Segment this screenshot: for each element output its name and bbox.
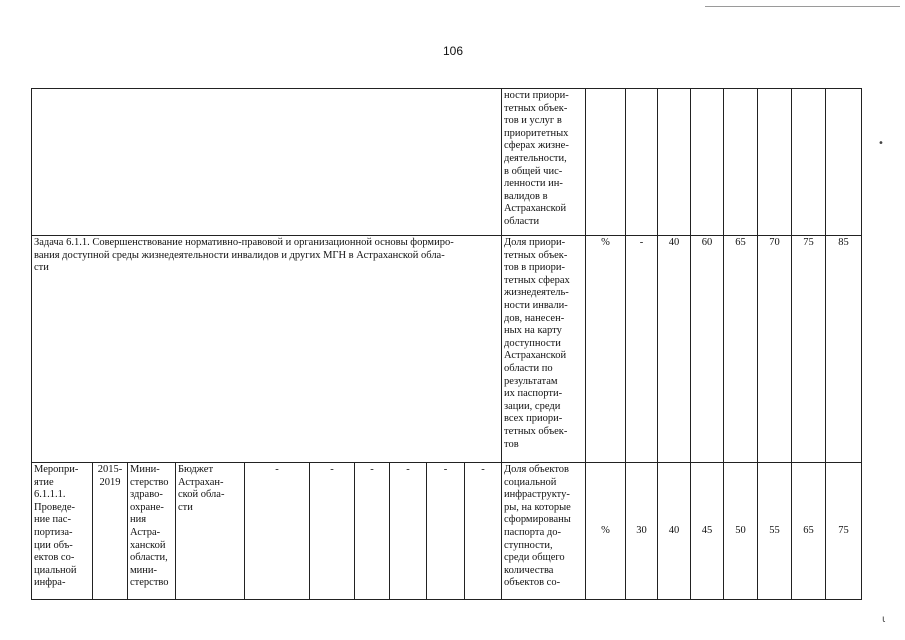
indicator-cell: Доля приори- тетных объек- тов в приори- тетных сферах жизнедеятель- ности инвали- дов, нанесен- ных на карту доступности Астраханской области по результатам их паспорти- зации, среди всех приори- тетных объек- тов (502, 236, 586, 463)
value-cell: 30 (626, 463, 658, 600)
value-cell (691, 89, 724, 236)
scan-artifact-line (705, 6, 900, 7)
value-cell: 70 (758, 236, 792, 463)
value-cell (626, 89, 658, 236)
funding-cell: - (390, 463, 427, 600)
task-description-cell: Задача 6.1.1. Совершенствование нормативно-правовой и организационной основы формиро- вания доступной среды жизнедеятельности инвалидов и других МГН в Астраханской обла- сти (32, 236, 502, 463)
table-row-task (32, 236, 862, 463)
value-cell (792, 89, 826, 236)
value-cell: - (626, 236, 658, 463)
value-cell (724, 89, 758, 236)
unit-cell: % (586, 463, 626, 600)
value-cell: 65 (792, 463, 826, 600)
value-cell: 75 (826, 463, 862, 600)
value-cell: 40 (658, 236, 691, 463)
period-cell: 2015- 2019 (93, 463, 128, 600)
funding-source-cell: Бюджет Астрахан- ской обла- сти (176, 463, 245, 600)
value-cell (658, 89, 691, 236)
value-cell: 75 (792, 236, 826, 463)
value-cell: 60 (691, 236, 724, 463)
measure-cell: Меропри- ятие 6.1.1.1. Проведе- ние пас- портиза- ции объ- ектов со- циальной инфра- (32, 463, 93, 600)
scan-artifact-mark: ι (882, 614, 886, 625)
value-cell: 40 (658, 463, 691, 600)
executor-cell: Мини- стерство здраво- охране- ния Астра- ханской области, мини- стерство (128, 463, 176, 600)
page-number: 106 (443, 44, 464, 58)
funding-cell: - (465, 463, 502, 600)
value-cell (826, 89, 862, 236)
funding-cell: - (355, 463, 390, 600)
value-cell: 85 (826, 236, 862, 463)
value-cell: 65 (724, 236, 758, 463)
program-table (31, 88, 862, 600)
value-cell (758, 89, 792, 236)
value-cell: 50 (724, 463, 758, 600)
value-cell: 55 (758, 463, 792, 600)
indicator-cell: Доля объектов социальной инфраструкту- ры, на которые сформированы паспорта до- ступности, среди общего количества объектов со- (502, 463, 586, 600)
empty-merged-cell (32, 89, 502, 236)
funding-cell: - (310, 463, 355, 600)
scan-artifact-dot: • (878, 138, 884, 149)
indicator-cell: ности приори- тетных объек- тов и услуг в приоритетных сферах жизне- деятельности, в общей чис- ленности ин- валидов в Астраханской области (502, 89, 586, 236)
unit-cell: % (586, 236, 626, 463)
funding-cell: - (427, 463, 465, 600)
table-row-measure (32, 463, 862, 600)
table-row-continuation (32, 89, 862, 236)
value-cell: 45 (691, 463, 724, 600)
unit-cell (586, 89, 626, 236)
funding-cell: - (245, 463, 310, 600)
